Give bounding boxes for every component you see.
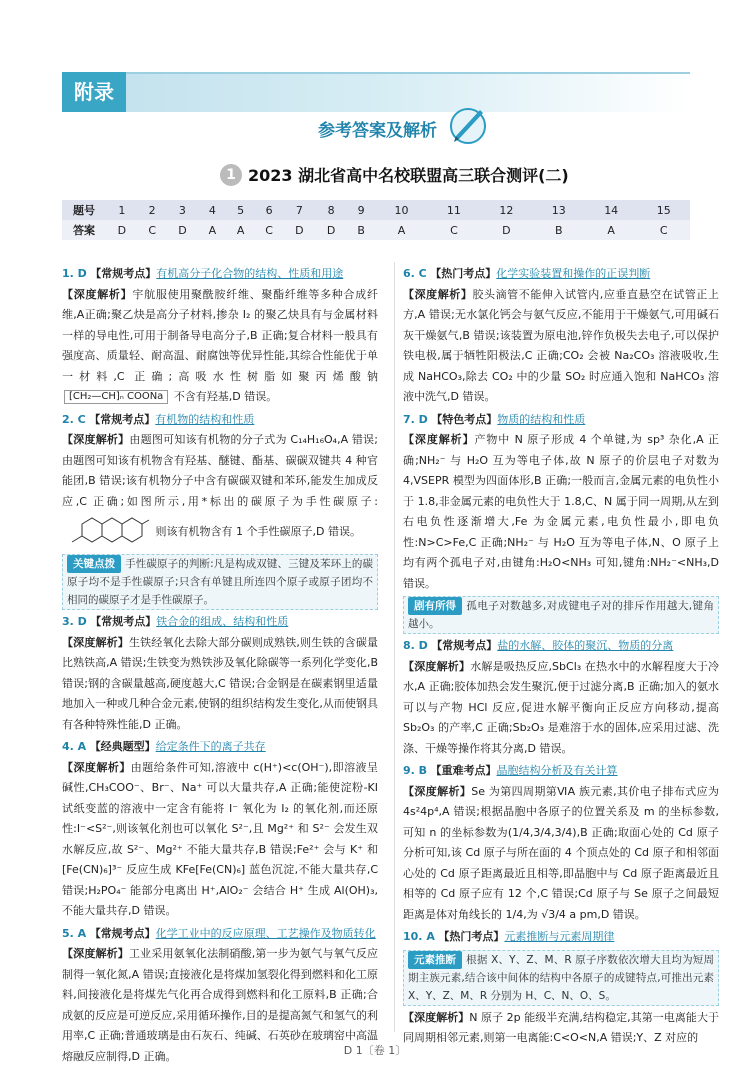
question-number: 3. D [62, 615, 87, 628]
q-answer: A [198, 220, 226, 240]
analysis-label: 【深度解析】 [62, 947, 129, 960]
explanation-item [403, 761, 719, 925]
q-answer: D [106, 220, 138, 240]
pen-logo-icon [446, 102, 490, 146]
explanation-item [403, 636, 719, 759]
q-answer: A [375, 220, 427, 240]
analysis-text: 由题图可知该有机物的分子式为 C₁₄H₁₆O₄,A 错误;由题图可知该有机物含有羟基、醚键、酯基、碳碳双键共 4 种官能团,B 错误;该有机物分子中含有碳碳双键和苯环,能发生加成反应,C 正确;如图所示,用*标出的碳原子为手性碳原子: [62, 433, 378, 508]
analysis-text: Se 为第四周期第ⅥA 族元素,其价电子排布式应为 4s²4p⁴,A 错误;根据晶胞中各原子的位置关系及 m 的坐标参数,可知 n 的坐标参数为(1/4,3/4,3/4),B 正确;取面心处的 Cd 原子分析可知,该 Cd 原子与所在面的 4 个顶点处的 Cd 原子和相邻面心处的 Cd 原子距离最近且相等,即晶胞中与 Cd 原子距离最近且相等的 Cd 原子应有 12 个,C 错误;Cd 原子与 Se 原子之间最短距离是体对角线长的 1/4,为 √3/4 a pm,D 错误。 [403, 784, 719, 921]
q-number: 6 [255, 200, 284, 220]
topic-tag: 【热门考点】 [438, 930, 505, 943]
topic-tag: 【常规考点】 [90, 267, 157, 280]
analysis-text: 宇航服使用聚酰胺纤维、聚酯纤维等多种合成纤维,A正确;聚乙炔是高分子材料,掺杂 I₂ 的聚乙炔具有与金属材料一样的导电性,可用于制备导电高分子,B 正确;复合材料一般具有强度高、质量轻、耐高温、耐腐蚀等优异性能,其综合性能优于单一材料,C 正确;高吸水性树脂如聚丙烯酸钠 [62, 287, 379, 383]
topic-text: 有机高分子化合物的结构、性质和用途 [156, 267, 344, 280]
analysis-text-end: 不含有羟基,D 错误。 [173, 390, 278, 403]
topic-text: 元素推断与元素周期律 [504, 930, 615, 943]
topic-text: 盐的水解、胶体的聚沉、物质的分离 [497, 639, 674, 652]
q-number: 7 [284, 200, 316, 220]
topic-text: 铁合金的组成、结构和性质 [156, 615, 289, 628]
topic-text: 有机物的结构和性质 [155, 412, 255, 426]
q-number: 3 [167, 200, 199, 220]
topic-tag: 【重难考点】 [430, 764, 497, 777]
row-label-answer: 答案 [62, 220, 106, 240]
q-answer: C [637, 220, 690, 240]
tip-text: 手性碳原子的判断:凡是构成双键、三键及苯环上的碳原子均不是手性碳原子;只含有单键且所连四个原子或原子团均不相同的碳原子才是手性碳原子。 [67, 558, 373, 606]
explanation-item [403, 410, 719, 635]
analysis-text: 产物中 N 原子形成 4 个单键,为 sp³ 杂化,A 正确;NH₂⁻ 与 H₂O 互为等电子体,故 N 原子的价层电子对数为 4,VSEPR 模型为四面体形,B 正确;一般而言,金属元素的电负性小于 1.8,非金属元素的电负性大于 1.8,C、N 属于同一周期,从左到右电负性逐渐增大,Fe 为金属元素,电负性最小,即电负性:N>C>Fe,C 正确;NH₂⁻ 与 H₂O 互为等电子体,N、O 原子上均有两个孤电子对,由键角:H₂O<NH₃ 可知,键角:NH₂⁻<NH₃,D 错误。 [403, 433, 720, 590]
key-point-tip [62, 554, 378, 610]
topic-text: 给定条件下的离子共存 [155, 740, 266, 753]
analysis-label: 【深度解析】 [403, 659, 471, 673]
right-column [403, 264, 719, 1051]
exam-title [220, 163, 569, 186]
q-answer: D [315, 220, 347, 240]
q-number: 14 [585, 200, 637, 220]
q-answer: A [227, 220, 255, 240]
q-number: 11 [428, 200, 480, 220]
analysis-label: 【深度解析】 [403, 1010, 470, 1024]
q-number: 5 [227, 200, 255, 220]
insight-tip [403, 596, 719, 634]
explanation-item [62, 264, 378, 408]
answers-title: 参考答案及解析 [318, 121, 437, 141]
topic-text: 晶胞结构分析及有关计算 [496, 764, 618, 777]
q-number: 13 [533, 200, 585, 220]
q-number: 10 [375, 200, 427, 220]
explanation-item [62, 410, 378, 611]
analysis-label: 【深度解析】 [62, 760, 131, 774]
q-answer: B [347, 220, 375, 240]
analysis-label: 【深度解析】 [62, 433, 130, 446]
q-answer: B [533, 220, 585, 240]
exam-title-text: 2023 湖北省高中名校联盟高三联合测评(二) [248, 166, 569, 185]
answer-table [62, 200, 690, 240]
analysis-text: N 原子 2p 能级半充满,结构稳定,其第一电离能大于同周期相邻元素,则第一电离能:C<O<N,A 错误;Y、Z 对应的 [403, 1010, 720, 1044]
explanation-item [403, 927, 719, 1049]
exam-number-badge: 1 [220, 164, 242, 186]
left-column [62, 264, 378, 1069]
q-number: 9 [347, 200, 375, 220]
question-number: 9. B [403, 764, 428, 777]
topic-tag: 【热门考点】 [430, 267, 497, 280]
analysis-label: 【深度解析】 [62, 287, 133, 301]
tip-text: 根据 X、Y、Z、M、R 原子序数依次增大且均为短周期主族元素,结合该中间体的结构中各原子的成键特点,可推出元素 X、Y、Z、M、R 分别为 H、C、N、O、S。 [408, 953, 714, 1002]
q-answer: D [480, 220, 532, 240]
q-number: 12 [480, 200, 532, 220]
question-number: 5. A [62, 926, 87, 940]
polymer-formula: [CH₂—CH]ₙ COONa [64, 390, 168, 404]
q-answer: C [255, 220, 284, 240]
q-number: 4 [198, 200, 226, 220]
q-answer: D [284, 220, 316, 240]
answer-table-answer-row [62, 220, 690, 240]
question-number: 10. A [403, 930, 435, 943]
q-answer: A [585, 220, 637, 240]
topic-tag: 【常规考点】 [431, 639, 498, 652]
explanation-item [403, 264, 719, 408]
row-label-number: 题号 [62, 200, 106, 220]
explanation-item [62, 737, 378, 922]
q-number: 15 [637, 200, 690, 220]
page-footer: D 1〔卷 1〕 [343, 1044, 407, 1057]
q-number: 8 [315, 200, 347, 220]
analysis-label: 【深度解析】 [403, 433, 475, 446]
topic-tag: 【经典题型】 [89, 740, 156, 753]
question-number: 2. C [62, 412, 86, 426]
explanation-item [62, 612, 378, 735]
tip-badge: 关键点拨 [67, 555, 121, 573]
question-number: 7. D [403, 412, 428, 426]
analysis-text-end: 则该有机物含有 1 个手性碳原子,D 错误。 [155, 525, 361, 538]
q-answer: C [138, 220, 167, 240]
q-answer: D [167, 220, 199, 240]
topic-tag: 【常规考点】 [89, 926, 156, 940]
topic-text: 物质的结构和性质 [497, 412, 586, 426]
appendix-banner [62, 72, 690, 112]
analysis-text: 水解是吸热反应,SbCl₃ 在热水中的水解程度大于冷水,A 正确;胶体加热会发生聚沉,便于过滤分离,B 正确;加入的氨水可以与产物 HCl 反应,促进水解平衡向正反应方向移动,提高 Sb₂O₃ 的产率,C 正确;Sb₂O₃ 是难溶于水的固体,应采用过滤、洗涤、干燥等操作将其分离,D 错误。 [403, 659, 720, 755]
q-number: 2 [138, 200, 167, 220]
question-number: 8. D [403, 639, 428, 652]
topic-text: 化学实验装置和操作的正误判断 [496, 267, 651, 280]
topic-tag: 【常规考点】 [89, 412, 156, 426]
q-number: 1 [106, 200, 138, 220]
topic-tag: 【常规考点】 [90, 615, 157, 628]
analysis-text: 工业采用氨氧化法制硝酸,第一步为氨气与氧气反应制得一氧化氮,A 错误;直接液化是将煤加氢裂化得到燃料和化工原料,间接液化是将煤先气化再合成得到燃料和化工原料,B 正确;合成氨的反应是可逆反应,采用循环操作,目的是提高氮气和氢气的利用率,C 正确;普通玻璃是由石灰石、纯碱、石英砂在玻璃窑中高温熔融反应制得,D 正确。 [62, 947, 378, 1063]
answer-table-number-row [62, 200, 690, 220]
tip-text: 孤电子对数越多,对成键电子对的排斥作用越大,键角越小。 [408, 600, 714, 630]
tip-badge: 元素推断 [408, 951, 462, 969]
analysis-text: 胶头滴管不能伸入试管内,应垂直悬空在试管正上方,A 错误;无水氯化钙会与氨气反应,不能用于干燥氨气,可用碱石灰干燥氨气,B 错误;该装置为原电池,锌作负极失去电子,可以保护铁电极,属于牺牲阳极法,C 正确;CO₂ 会被 Na₂CO₃ 溶液吸收,生成 NaHCO₃,除去 CO₂ 中的少量 SO₂ 时应通入饱和 NaHCO₃ 溶液中洗气,D 错误。 [403, 287, 720, 403]
analysis-label: 【深度解析】 [403, 287, 473, 301]
column-divider [394, 262, 395, 1032]
element-inference-tip [403, 950, 719, 1006]
q-answer: C [428, 220, 480, 240]
chiral-molecule-structure [62, 512, 152, 552]
analysis-label: 【深度解析】 [62, 635, 129, 649]
topic-tag: 【特色考点】 [431, 412, 498, 426]
question-number: 4. A [62, 740, 87, 753]
tip-badge: 剧有所得 [408, 597, 462, 615]
topic-text: 化学工业中的反应原理、工艺操作及物质转化 [155, 926, 376, 940]
question-number: 1. D [62, 267, 87, 280]
analysis-text: 生铁经氧化去除大部分碳则成熟铁,则生铁的含碳量比熟铁高,A 错误;生铁变为熟铁涉及氧化除碳等一系列化学变化,B 错误;钢的含碳量越高,硬度越大,C 错误;合金钢是在碳素钢里适量地加入一种或几种合金元素,使钢的组织结构发生变化,从而使钢具有各种特殊性能,D 正确。 [62, 635, 378, 731]
question-number: 6. C [403, 267, 427, 280]
analysis-text: 由题给条件可知,溶液中 c(H⁺)<c(OH⁻),即溶液呈碱性,CH₃COO⁻、Br⁻、Na⁺ 可以大量共存,A 正确;能使淀粉-KI 试纸变蓝的溶液中一定含有能将 I⁻ 氧化为 I₂ 的氧化剂,而还原性:I⁻<S²⁻,则该氧化剂也可以氧化 S²⁻,且 Mg²⁺ 和 S²⁻ 会发生双水解反应,故 S²⁻、Mg²⁺ 不能大量共存,B 错误;Fe²⁺ 会与 K⁺ 和 [Fe(CN)₆]³⁻ 反应生成 KFe[Fe(CN)₆] 蓝色沉淀,不能大量共存,C 错误;H₂PO₄⁻ 能部分电离出 H⁺,AlO₂⁻ 会结合 H⁺ 生成 Al(OH)₃,不能大量共存,D 错误。 [62, 760, 379, 917]
analysis-label: 【深度解析】 [403, 784, 472, 798]
appendix-tab: 附录 [62, 72, 126, 112]
